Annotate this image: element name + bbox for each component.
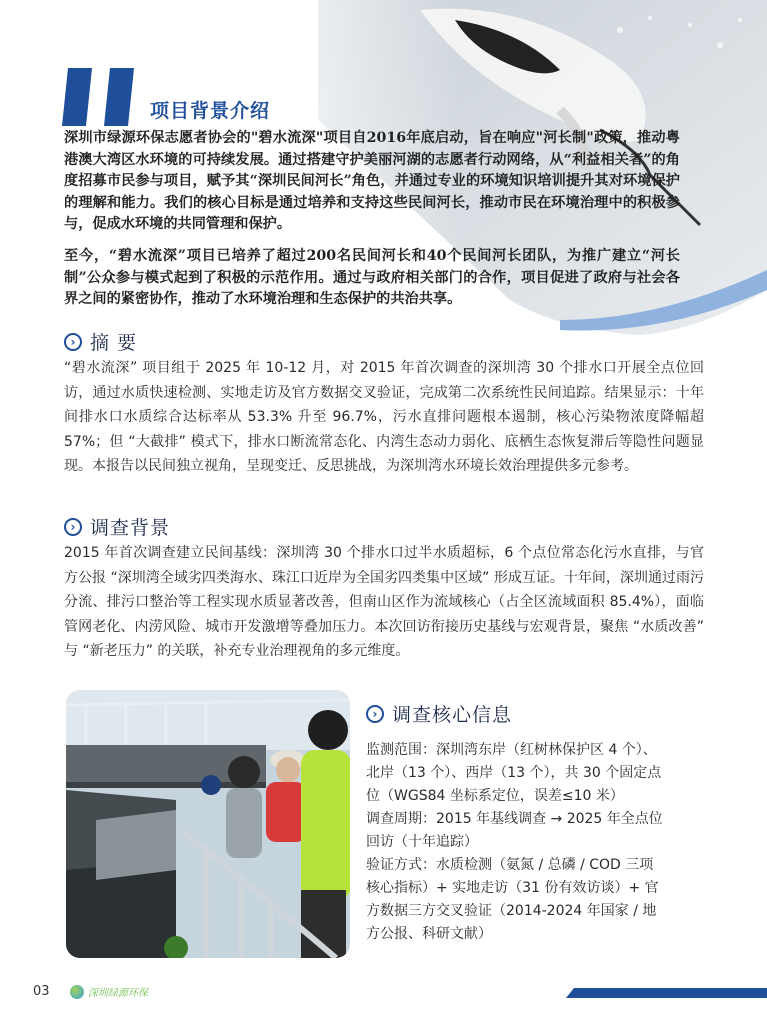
core-info-heading bbox=[366, 700, 666, 727]
chevron-circle-icon: › bbox=[64, 518, 82, 536]
survey-team-photo bbox=[66, 690, 350, 958]
summary-heading bbox=[64, 328, 137, 355]
leaf-logo-icon bbox=[70, 985, 84, 999]
list-item: 验证方式：水质检测（氨氮 / 总磷 / COD 三项核心指标）+ 实地走访（31 份有效访谈）+ 官方数据三方交叉验证（2014-2024 年国家 / 地方公报、科研文献） bbox=[366, 857, 659, 942]
background-heading bbox=[64, 513, 170, 540]
intro-paragraph-1: 深圳市绿源环保志愿者协会的"碧水流深"项目自2016年底启动，旨在响应"河长制"政策，推动粤港澳大湾区水环境的可持续发展。通过搭建守护美丽河湖的志愿者行动网络，从“利益相关者”的角度招募市民参与项目，赋予其“深圳民间河长”角色，并通过专业的环境知识培训提升其对环境保护的理解和能力。我们的核心目标是通过培养和支持这些民间河长，推动市民在环境治理中的积极参与，促成水环境的共同管理和保护。 bbox=[64, 130, 680, 233]
footer-logo bbox=[70, 984, 148, 999]
core-info-section bbox=[366, 700, 666, 946]
core-info-heading-label: 调查核心信息 bbox=[392, 704, 513, 726]
footer-logo-text: 深圳绿源环保 bbox=[88, 988, 148, 999]
background-heading-label: 调查背景 bbox=[90, 517, 171, 539]
quote-mark-icon bbox=[62, 68, 140, 126]
summary-text: “碧水流深” 项目组于 2025 年 10-12 月，对 2015 年首次调查的深圳湾 30 个排水口开展全点位回访，通过水质快速检测、实地走访及官方数据交叉验证，完成第二次系统性民间追踪。结果显示：十年间排水口水质综合达标率从 53.3% 升至 96.7%，污水直排问题根本遏制，核心污染物浓度降幅超 57%；但 “大截排” 模式下，排水口断流常态化、内湾生态动力弱化、底栖生态恢复滞后等隐性问题显现。本报告以民间独立视角，呈现变迁、反思挑战，为深圳湾水环境长效治理提供多元参考。 bbox=[64, 360, 704, 475]
list-item: 调查周期：2015 年基线调查 → 2025 年全点位回访（十年追踪） bbox=[366, 811, 663, 850]
page-title: 项目背景介绍 bbox=[150, 100, 271, 122]
footer-accent-bar bbox=[566, 988, 767, 998]
summary-heading-label: 摘 要 bbox=[90, 332, 138, 354]
chevron-circle-icon: › bbox=[366, 705, 384, 723]
chevron-circle-icon: › bbox=[64, 333, 82, 351]
background-text: 2015 年首次调查建立民间基线：深圳湾 30 个排水口过半水质超标，6 个点位常态化污水直排，与官方公报 “深圳湾全域劣四类海水、珠江口近岸为全国劣四类集中区域” 形成互证。十年间，深圳通过雨污分流、排污口整治等工程实现水质显著改善，但南山区作为流域核心（占全区流域面积 85.4%），面临管网老化、内涝风险、城市开发激增等叠加压力。本次回访衔接历史基线与宏观背景，聚焦 “水质改善” 与 “新老压力” 的关联，补充专业治理视角的多元维度。 bbox=[64, 545, 704, 660]
page-number: 03 bbox=[33, 984, 50, 999]
intro-paragraph-2: 至今，“碧水流深”项目已培养了超过200名民间河长和40个民间河长团队，为推广建立“河长制”公众参与模式起到了积极的示范作用。通过与政府相关部门的合作，项目促进了政府与社会各界之间的紧密协作，推动了水环境治理和生态保护的共治共享。 bbox=[64, 248, 680, 308]
core-info-list bbox=[366, 739, 666, 946]
list-item: 监测范围：深圳湾东岸（红树林保护区 4 个）、北岸（13 个）、西岸（13 个），共 30 个固定点位（WGS84 坐标系定位，误差≤10 米） bbox=[366, 742, 662, 804]
